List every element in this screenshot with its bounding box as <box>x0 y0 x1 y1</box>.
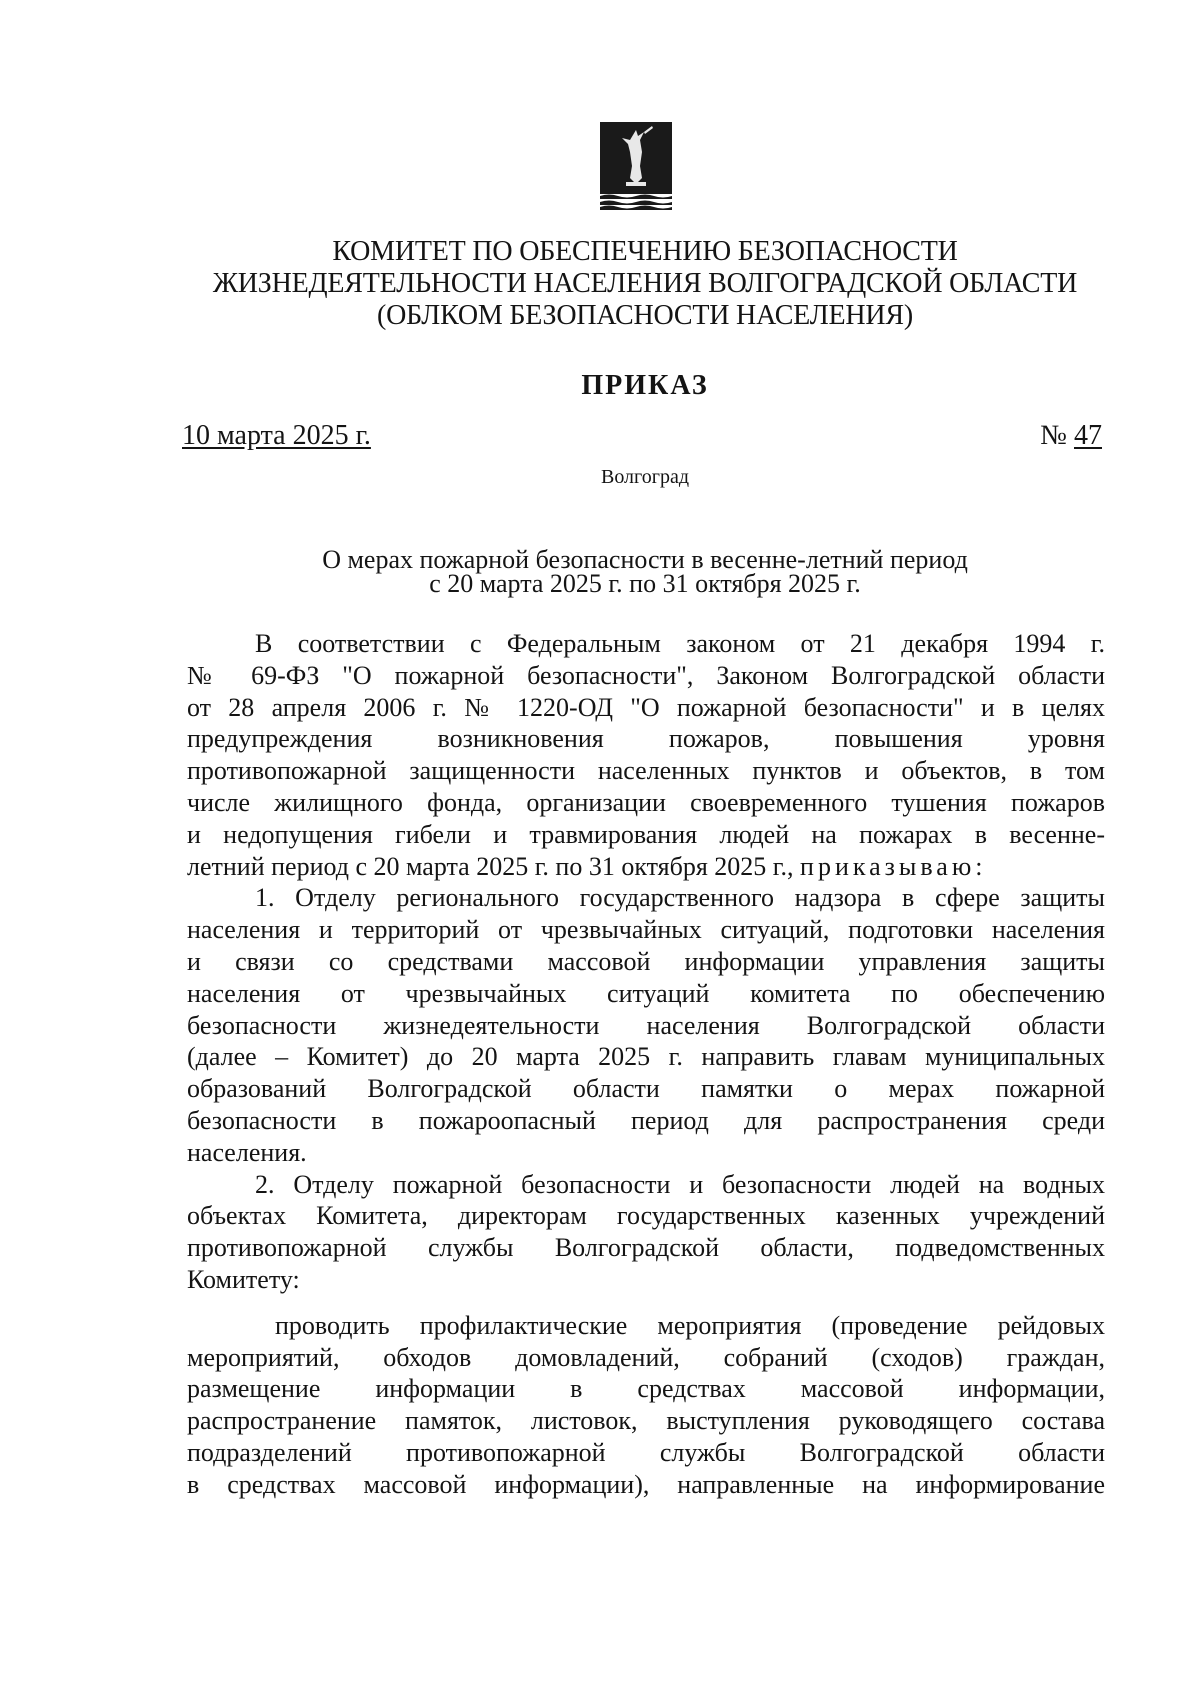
org-line-2: ЖИЗНЕДЕЯТЕЛЬНОСТИ НАСЕЛЕНИЯ ВОЛГОГРАДСКОЙ ОБЛАСТИ <box>212 268 1078 299</box>
preamble-line: предупреждения возникновения пожаров, повышения уровня <box>187 724 1105 754</box>
preamble-line: № 69-ФЗ "О пожарной безопасности", Законом Волгоградской области <box>187 660 1105 690</box>
item2-line: 2. Отделу пожарной безопасности и безопасности людей на водных <box>255 1169 1105 1199</box>
org-line-3: (ОБЛКОМ БЕЗОПАСНОСТИ НАСЕЛЕНИЯ) <box>376 300 914 331</box>
number-prefix: № <box>1040 420 1067 451</box>
item2-last-line: Комитету: <box>187 1264 300 1294</box>
paragraph-gap <box>187 1296 1105 1310</box>
item1-last-line: населения. <box>187 1137 307 1167</box>
document-type: ПРИКАЗ <box>581 370 709 401</box>
item1-line: населения и территорий от чрезвычайных ситуаций, подготовки населения <box>187 915 1105 945</box>
item2-sub-line: размещение информации в средствах массовой информации, <box>187 1374 1105 1404</box>
item2-line: противопожарной службы Волгоградской области, подведомственных <box>187 1233 1105 1263</box>
item1-line: безопасности в пожароопасный период для распространения среди <box>187 1105 1105 1135</box>
organization-name <box>150 236 1140 332</box>
item1-line: и связи со средствами массовой информации управления защиты <box>187 946 1105 976</box>
document-number <box>1040 420 1102 452</box>
document-city: Волгоград <box>600 466 690 488</box>
number-value: 47 <box>1074 420 1102 451</box>
item1-line: безопасности жизнедеятельности населения Волгоградской области <box>187 1010 1105 1040</box>
item2-line: объектах Комитета, директорам государственных казенных учреждений <box>187 1201 1105 1231</box>
order-word: приказываю: <box>800 851 987 881</box>
org-line-1: КОМИТЕТ ПО ОБЕСПЕЧЕНИЮ БЕЗОПАСНОСТИ <box>332 236 958 267</box>
preamble-line: противопожарной защищенности населенных пунктов и объектов, в том <box>187 756 1105 786</box>
preamble-last-text: летний период с 20 марта 2025 г. по 31 октября 2025 г., <box>187 851 794 881</box>
preamble-line: числе жилищного фонда, организации своевременного тушения пожаров <box>187 787 1105 817</box>
item1-line: (далее – Комитет) до 20 марта 2025 г. направить главам муниципальных <box>187 1042 1105 1072</box>
volgograd-emblem-icon <box>600 122 672 210</box>
item1-line: населения от чрезвычайных ситуаций комитета по обеспечению <box>187 978 1105 1008</box>
item1-line: 1. Отделу регионального государственного надзора в сфере защиты <box>255 883 1105 913</box>
preamble-line: и недопущения гибели и травмирования людей на пожарах в весенне- <box>187 819 1105 849</box>
document-date: 10 марта 2025 г. <box>182 420 371 451</box>
item2-sub-line: в средствах массовой информации), направленные на информирование <box>187 1469 1105 1499</box>
document-body <box>187 628 1105 1501</box>
item2-sub-line: мероприятий, обходов домовладений, собраний (сходов) граждан, <box>187 1342 1105 1372</box>
item2-sub-line: проводить профилактические мероприятия (проведение рейдовых <box>275 1310 1105 1340</box>
preamble-last-line <box>187 851 1105 883</box>
subject-line-2: с 20 марта 2025 г. по 31 октября 2025 г. <box>429 569 861 598</box>
subject-line-1: О мерах пожарной безопасности в весенне-летний период <box>322 545 968 574</box>
preamble-line: В соответствии с Федеральным законом от 21 декабря 1994 г. <box>255 629 1105 658</box>
item1-line: образований Волгоградской области памятки о мерах пожарной <box>187 1074 1105 1104</box>
item2-sub-line: подразделений противопожарной службы Волгоградской области <box>187 1437 1105 1467</box>
preamble-line: от 28 апреля 2006 г. № 1220-ОД "О пожарной безопасности" и в целях <box>187 692 1105 722</box>
document-subject <box>150 545 1140 598</box>
item2-sub-line: распространение памяток, листовок, выступления руководящего состава <box>187 1406 1105 1436</box>
